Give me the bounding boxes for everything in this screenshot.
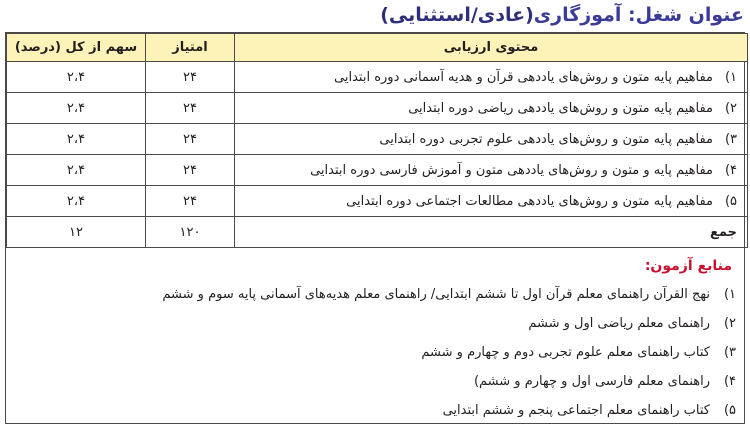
page-title-employment-type: (عادی/استثنایی) bbox=[380, 4, 534, 26]
row-score: ۲۴ bbox=[146, 93, 235, 124]
source-item bbox=[528, 316, 736, 331]
source-text: نهج القرآن راهنمای معلم قرآن اول تا ششم ابتدایی/ راهنمای معلم هدیه‌های آسمانی پایه سوم و ششم bbox=[162, 287, 710, 302]
header-share: سهم از کل (درصد) bbox=[7, 34, 146, 62]
table-row bbox=[7, 93, 748, 124]
sources-heading: منابع آزمون: bbox=[644, 258, 732, 274]
row-score: ۲۴ bbox=[146, 186, 235, 217]
row-content-cell bbox=[235, 155, 748, 186]
row-score: ۲۴ bbox=[146, 124, 235, 155]
row-content: مفاهیم پایه متون و روش‌های یاددهی علوم تجربی دوره ابتدایی bbox=[379, 131, 713, 147]
row-number: ۵) bbox=[724, 193, 737, 209]
row-share: ۲،۴ bbox=[7, 93, 146, 124]
page-title-main: عنوان شغل: آموزگاری bbox=[533, 4, 744, 26]
source-number: ۵) bbox=[723, 403, 736, 418]
row-content: مفاهیم پایه و متون و روش‌های یاددهی متون و آموزش فارسی دوره ابتدایی bbox=[310, 162, 713, 178]
table-row bbox=[7, 62, 748, 93]
total-score: ۱۲۰ bbox=[146, 217, 235, 248]
source-item bbox=[474, 374, 736, 389]
table-header-row bbox=[7, 34, 748, 62]
row-share: ۲،۴ bbox=[7, 62, 146, 93]
source-item bbox=[421, 345, 736, 360]
source-text: کتاب راهنمای معلم علوم تجربی دوم و چهارم و ششم bbox=[421, 345, 710, 360]
row-content-cell bbox=[235, 124, 748, 155]
row-content: مفاهیم پایه متون و روش‌های یاددهی قرآن و هدیه آسمانی دوره ابتدایی bbox=[334, 69, 713, 85]
table-row bbox=[7, 186, 748, 217]
row-content-cell bbox=[235, 62, 748, 93]
row-number: ۴) bbox=[724, 162, 737, 178]
source-text: راهنمای معلم ریاضی اول و ششم bbox=[528, 316, 710, 331]
source-number: ۲) bbox=[723, 316, 736, 331]
row-number: ۳) bbox=[724, 131, 737, 147]
row-content-cell bbox=[235, 186, 748, 217]
total-row bbox=[7, 217, 748, 248]
table-row bbox=[7, 155, 748, 186]
source-text: راهنمای معلم فارسی اول و چهارم و ششم) bbox=[473, 374, 710, 389]
source-text: کتاب راهنمای معلم اجتماعی پنجم و ششم ابتدایی bbox=[442, 403, 710, 418]
header-content: محتوی ارزیابی bbox=[235, 34, 748, 62]
total-label: جمع bbox=[235, 217, 748, 248]
row-share: ۲،۴ bbox=[7, 186, 146, 217]
row-content: مفاهیم پایه متون و روش‌های یاددهی ریاضی دوره ابتدایی bbox=[408, 100, 713, 116]
source-number: ۴) bbox=[723, 374, 736, 389]
header-score: امتیاز bbox=[146, 34, 235, 62]
table-row bbox=[7, 124, 748, 155]
source-item bbox=[162, 287, 736, 302]
row-score: ۲۴ bbox=[146, 155, 235, 186]
row-content-cell bbox=[235, 93, 748, 124]
page-title bbox=[380, 0, 744, 30]
row-number: ۱) bbox=[724, 69, 737, 85]
row-share: ۲،۴ bbox=[7, 124, 146, 155]
source-item bbox=[443, 403, 736, 418]
total-share: ۱۲ bbox=[7, 217, 146, 248]
source-number: ۳) bbox=[723, 345, 736, 360]
row-number: ۲) bbox=[724, 100, 737, 116]
source-number: ۱) bbox=[723, 287, 736, 302]
row-share: ۲،۴ bbox=[7, 155, 146, 186]
row-content: مفاهیم پایه متون و روش‌های یاددهی مطالعات اجتماعی دوره ابتدایی bbox=[346, 193, 713, 209]
exam-sheet bbox=[5, 32, 745, 424]
assessment-table bbox=[6, 33, 748, 248]
row-score: ۲۴ bbox=[146, 62, 235, 93]
